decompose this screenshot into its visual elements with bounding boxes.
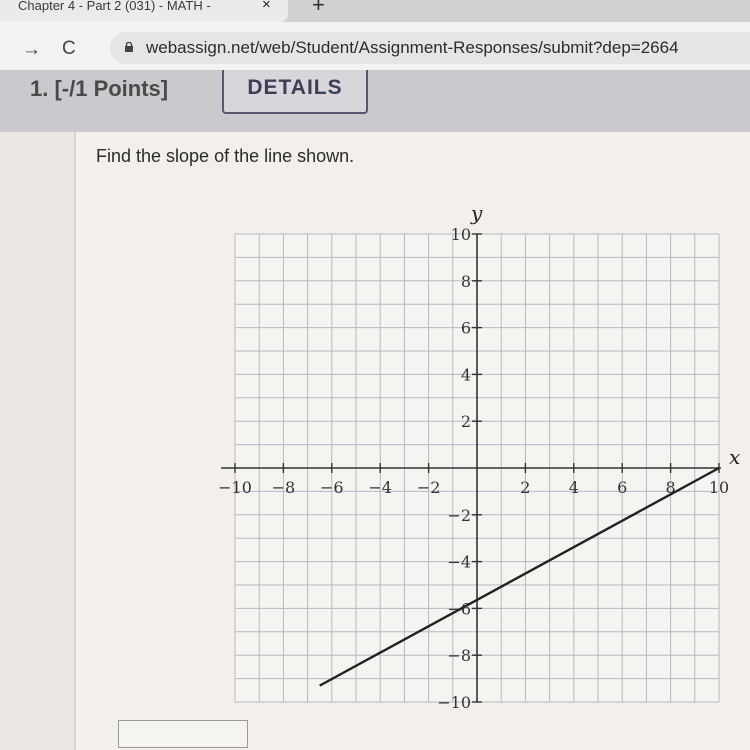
question-header	[0, 70, 750, 132]
x-tick-label: −10	[218, 478, 252, 497]
close-icon[interactable]: ×	[262, 0, 271, 13]
coordinate-graph	[76, 132, 750, 722]
y-tick-label: 8	[460, 271, 471, 291]
y-tick-label: 2	[460, 412, 471, 432]
y-tick-label: 4	[460, 365, 471, 385]
y-axis-label: y	[471, 201, 483, 225]
answer-input[interactable]	[118, 720, 248, 748]
x-tick-label: −8	[271, 478, 296, 497]
question-body	[74, 132, 750, 750]
new-tab-icon[interactable]: +	[312, 0, 325, 17]
browser-toolbar	[0, 22, 750, 70]
y-tick-label: −6	[447, 599, 471, 619]
url-text: webassign.net/web/Student/Assignment-Responses/submit?dep=2664	[146, 38, 679, 57]
question-prompt: Find the slope of the line shown.	[96, 146, 355, 166]
x-tick-label: 8	[665, 478, 676, 497]
reload-icon[interactable]: C	[62, 38, 76, 59]
x-tick-label: −6	[320, 478, 344, 497]
question-number: 1. [-/1 Points]	[30, 76, 169, 101]
y-tick-label: −10	[437, 693, 471, 712]
x-tick-label: 10	[708, 478, 730, 497]
x-tick-label: −4	[368, 478, 392, 497]
y-tick-label: −2	[447, 505, 471, 525]
browser-tab[interactable]	[0, 0, 288, 22]
x-tick-label: 2	[520, 478, 531, 497]
x-tick-label: 4	[568, 478, 579, 497]
lock-icon	[124, 42, 134, 52]
x-tick-label: −2	[416, 478, 441, 497]
y-tick-label: −4	[447, 552, 471, 572]
x-tick-label: 6	[617, 478, 628, 497]
address-bar[interactable]	[110, 32, 750, 64]
x-axis-label: x	[729, 445, 741, 469]
forward-arrow-icon[interactable]: →	[22, 39, 41, 60]
details-button[interactable]: DETAILS	[222, 70, 368, 114]
browser-tab-bar	[0, 0, 750, 22]
y-tick-label: 6	[460, 318, 471, 338]
y-tick-label: −8	[447, 646, 471, 666]
y-tick-label: 10	[450, 225, 471, 244]
tab-title: Chapter 4 - Part 2 (031) - MATH -	[18, 0, 211, 13]
